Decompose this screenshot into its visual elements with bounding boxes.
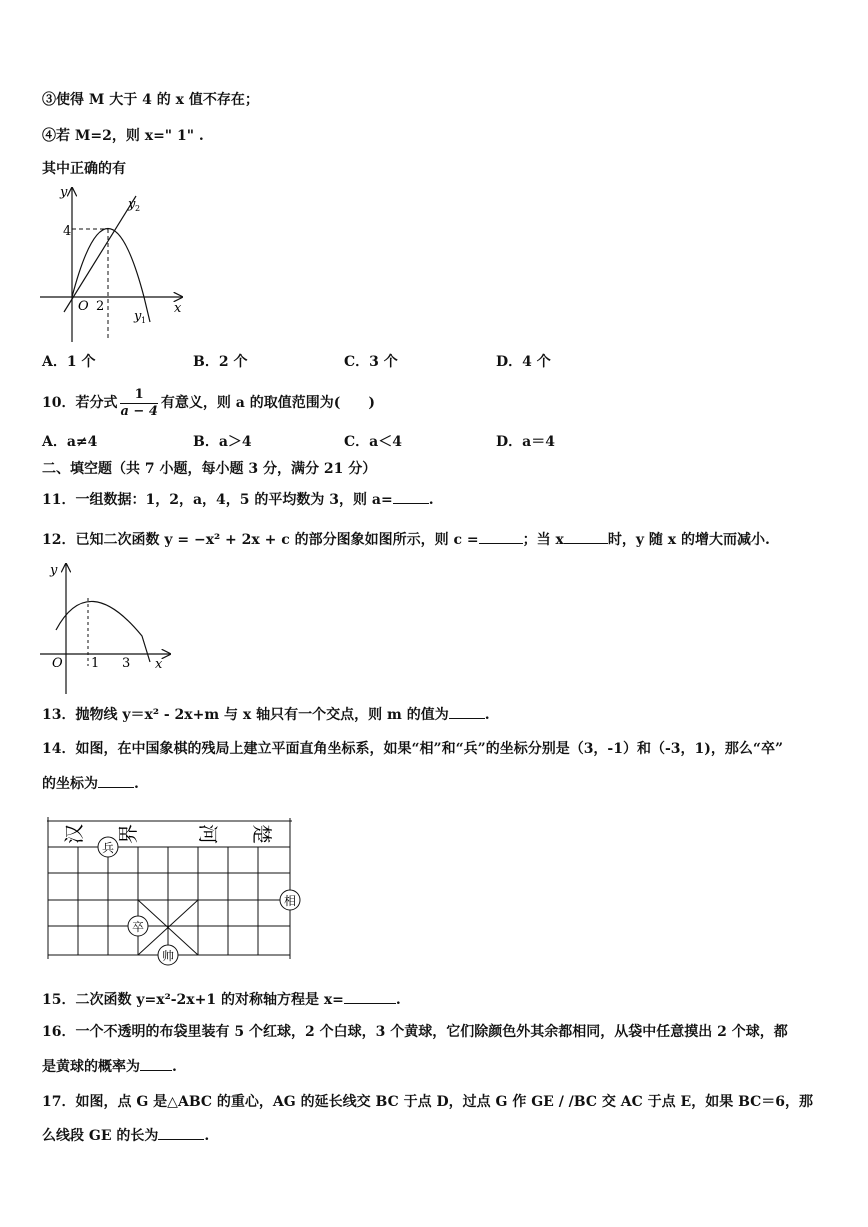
q14-line1: 14．如图，在中国象棋的残局上建立平面直角坐标系，如果“相”和“兵”的坐标分别是（3，-1）和（-3，1)，那么“卒” xyxy=(42,741,784,757)
river-char-he: 河 xyxy=(196,824,220,844)
q11-blank[interactable] xyxy=(393,489,429,504)
q10-post: 有意义，则 a 的取值范围为( ) xyxy=(160,395,375,411)
piece-shuai-label: 帅 xyxy=(161,949,175,963)
three-label: 3 xyxy=(122,656,131,671)
q14-blank[interactable] xyxy=(98,773,134,788)
q10-option-a: A．a≠4 xyxy=(42,434,98,450)
statement-4: ④若 M=2，则 x=" 1" . xyxy=(42,128,204,144)
q9-option-d: D．4 个 xyxy=(496,354,551,370)
q12-blank-x[interactable] xyxy=(564,529,608,544)
q13-end: . xyxy=(484,707,490,723)
q10-stem xyxy=(42,383,375,423)
piece-bing xyxy=(98,837,118,857)
q11-end: . xyxy=(428,492,434,508)
q15 xyxy=(42,989,401,1010)
q14-line2-text: 的坐标为 xyxy=(42,776,98,792)
q15-blank[interactable] xyxy=(344,989,396,1004)
river-char-han: 汉 xyxy=(62,824,86,844)
one-label: 1 xyxy=(91,656,100,671)
piece-zu-label: 卒 xyxy=(131,920,145,934)
q12-blank-c[interactable] xyxy=(479,529,523,544)
q12-mid: ；当 x xyxy=(522,532,564,548)
q13 xyxy=(42,704,490,725)
q14-line2 xyxy=(42,773,139,794)
q16-line1: 16．一个不透明的布袋里装有 5 个红球，2 个白球，3 个黄球，它们除颜色外其余都相同，从袋中任意摸出 2 个球，都 xyxy=(42,1024,788,1040)
q15-end: . xyxy=(395,992,401,1008)
q16-line2-text: 是黄球的概率为 xyxy=(42,1059,140,1075)
river-char-chu: 楚 xyxy=(250,824,274,844)
q16-end: . xyxy=(172,1059,177,1075)
q16-blank[interactable] xyxy=(140,1056,172,1071)
y2-label: y xyxy=(128,197,136,212)
q11-text: 11．一组数据：1，2，a，4，5 的平均数为 3，则 a= xyxy=(42,492,393,508)
q17-line1: 17．如图，点 G 是△ABC 的重心，AG 的延长线交 BC 于点 D，过点 G 作 GE / /BC 交 AC 于点 E，如果 BC＝6，那 xyxy=(42,1094,814,1110)
piece-bing-label: 兵 xyxy=(101,841,115,855)
q17-line2-text: 么线段 GE 的长为 xyxy=(42,1128,159,1144)
q13-blank[interactable] xyxy=(449,704,485,719)
q10-pre: 若分式 xyxy=(75,395,118,411)
q10-option-c: C．a＜4 xyxy=(344,434,402,450)
section-2-heading: 二、填空题（共 7 小题，每小题 3 分，满分 21 分） xyxy=(42,461,377,477)
q17-line2 xyxy=(42,1125,209,1146)
q10-frac-den: a − 4 xyxy=(120,403,158,419)
q13-text: 13．抛物线 y＝x² ‑ 2x+m 与 x 轴只有一个交点，则 m 的值为 xyxy=(42,707,449,723)
q12-pre: 12．已知二次函数 y = −x² + 2x + c 的部分图象如图所示，则 c = xyxy=(42,532,479,548)
q12-post: 时，y 随 x 的增大而减小. xyxy=(607,532,770,548)
q14-end: . xyxy=(134,776,139,792)
piece-zu xyxy=(128,916,148,936)
graph-parabola-q12 xyxy=(38,558,178,696)
graph-parabola-line xyxy=(38,182,188,344)
which-correct-prompt: 其中正确的有 xyxy=(42,161,126,177)
q10-frac-num: 1 xyxy=(120,387,157,404)
q10-fraction xyxy=(120,387,157,420)
y1-subscript: 1 xyxy=(141,316,147,325)
y1-label: y xyxy=(134,309,142,324)
y-label: y xyxy=(60,185,68,200)
piece-xiang xyxy=(280,890,300,910)
q15-text: 15．二次函数 y=x²-2x+1 的对称轴方程是 x= xyxy=(42,992,344,1008)
two-label: 2 xyxy=(96,299,105,314)
q11 xyxy=(42,489,434,510)
line-y2 xyxy=(64,196,136,312)
q16-line2 xyxy=(42,1056,177,1077)
piece-shuai xyxy=(158,945,178,965)
q9-option-c: C．3 个 xyxy=(344,354,398,370)
q9-option-a: A．1 个 xyxy=(42,354,96,370)
q12 xyxy=(42,529,770,550)
q17-blank[interactable] xyxy=(158,1125,204,1140)
chess-board-diagram xyxy=(40,815,308,971)
q9-option-b: B．2 个 xyxy=(193,354,248,370)
q10-number: 10． xyxy=(42,395,76,411)
x-label: x xyxy=(155,657,163,672)
q10-option-d: D．a＝4 xyxy=(496,434,555,450)
statement-3: ③使得 M 大于 4 的 x 值不存在； xyxy=(42,92,259,108)
origin-label: O xyxy=(78,299,89,314)
origin-label: O xyxy=(52,656,63,671)
river-char-jie: 界 xyxy=(116,824,140,844)
q17-end: . xyxy=(204,1128,210,1144)
x-label: x xyxy=(174,301,182,316)
four-label: 4 xyxy=(63,224,72,239)
y-label: y xyxy=(50,563,58,578)
q10-option-b: B．a＞4 xyxy=(193,434,252,450)
piece-xiang-label: 相 xyxy=(283,894,297,908)
y2-subscript: 2 xyxy=(135,204,141,213)
parabola xyxy=(56,601,150,662)
